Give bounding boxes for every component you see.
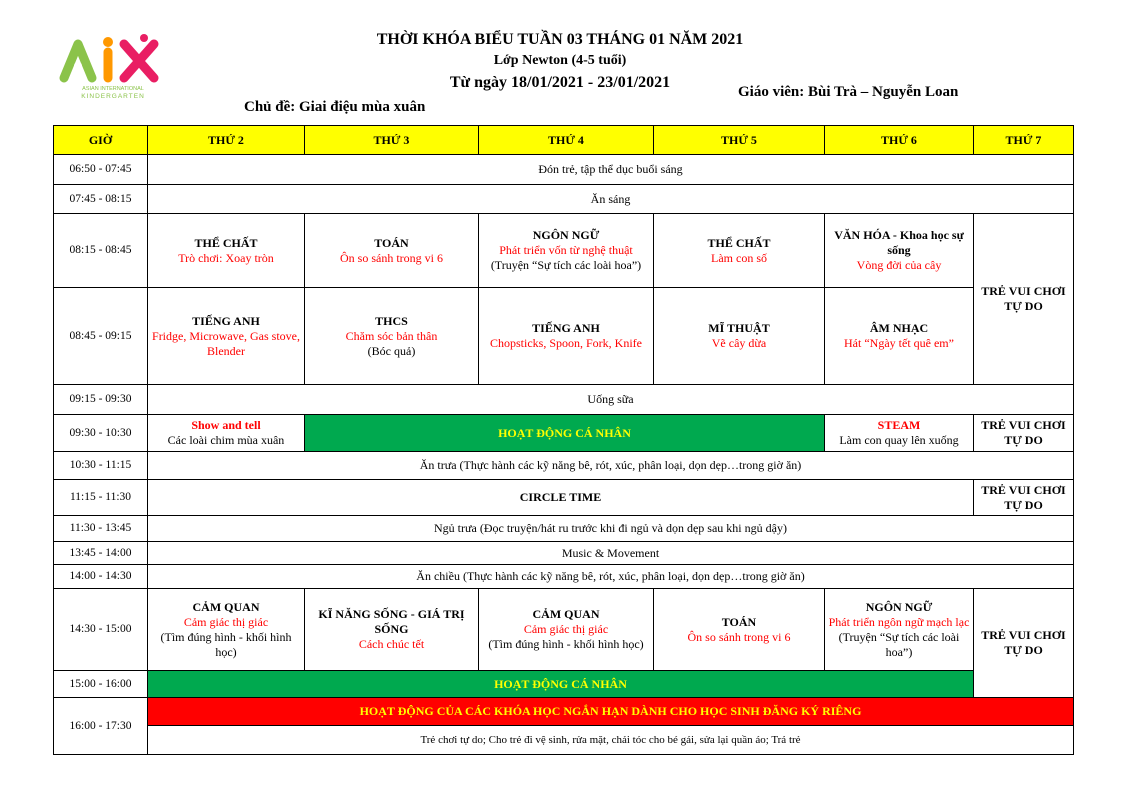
theme-label: Chủ đề: Giai điệu mùa xuân bbox=[244, 99, 426, 115]
table-row bbox=[54, 452, 1074, 480]
subject-detail: Fridge, Microwave, Gas stove, Blender bbox=[152, 328, 300, 358]
subject-detail: Ôn so sánh trong vi 6 bbox=[340, 250, 443, 265]
subject-detail: Vẽ cây dừa bbox=[711, 336, 767, 350]
subject-title: TIẾNG ANH bbox=[192, 313, 260, 328]
activity-cell bbox=[825, 214, 974, 288]
teacher-names: Giáo viên: Bùi Trà – Nguyễn Loan bbox=[738, 84, 959, 100]
activity-cell: Trẻ chơi tự do; Cho trẻ đi vệ sinh, rửa mặt, chải tóc cho bé gái, sửa lại quần áo; Trả trẻ bbox=[148, 726, 1074, 755]
table-row bbox=[54, 185, 1074, 214]
subject-title: THỂ CHẤT bbox=[194, 235, 258, 250]
page-title: THỜI KHÓA BIỂU TUẦN 03 THÁNG 01 NĂM 2021 bbox=[376, 31, 744, 48]
activity-cell bbox=[654, 589, 825, 671]
col-header-tue: THỨ 3 bbox=[305, 126, 479, 155]
table-row bbox=[54, 726, 1074, 755]
activity-cell bbox=[148, 589, 305, 671]
aik-logo bbox=[58, 34, 168, 104]
subject-title: KĨ NĂNG SỐNG - GIÁ TRỊ SỐNG bbox=[318, 607, 465, 636]
time-cell: 10:30 - 11:15 bbox=[54, 452, 148, 480]
subject-detail: Trò chơi: Xoay tròn bbox=[178, 250, 274, 265]
subject-title: CẢM QUAN bbox=[192, 599, 260, 614]
time-cell: 13:45 - 14:00 bbox=[54, 542, 148, 565]
logo-subtitle-1: ASIAN INTERNATIONAL bbox=[82, 86, 144, 92]
table-row bbox=[54, 385, 1074, 415]
col-header-thu: THỨ 5 bbox=[654, 126, 825, 155]
logo-subtitle-2: KINDERGARTEN bbox=[81, 93, 145, 100]
subject-title: MĨ THUẬT bbox=[708, 321, 770, 335]
subject-detail: Làm con số bbox=[711, 250, 767, 265]
individual-activity-cell: HOẠT ĐỘNG CÁ NHÂN bbox=[148, 671, 974, 698]
activity-cell: Đón trẻ, tập thể dục buổi sáng bbox=[148, 155, 1074, 185]
subject-note: (Tìm đúng hình - khối hình học) bbox=[488, 637, 644, 651]
subject-title: VĂN HÓA - Khoa học sự sống bbox=[834, 228, 964, 257]
subject-note: (Tìm đúng hình - khối hình học) bbox=[160, 629, 292, 659]
subject-title: THCS bbox=[375, 313, 408, 328]
subject-note: (Bóc quả) bbox=[367, 343, 416, 358]
table-row bbox=[54, 589, 1074, 671]
activity-cell bbox=[148, 288, 305, 385]
table-row bbox=[54, 155, 1074, 185]
time-cell: 09:30 - 10:30 bbox=[54, 415, 148, 452]
subject-detail: Cảm giác thị giác bbox=[183, 614, 269, 629]
short-course-cell: HOẠT ĐỘNG CỦA CÁC KHÓA HỌC NGẮN HẠN DÀNH CHO HỌC SINH ĐĂNG KÝ RIÊNG bbox=[148, 698, 1074, 726]
activity-cell bbox=[654, 214, 825, 288]
subject-note: Làm con quay lên xuống bbox=[839, 433, 959, 447]
time-cell: 09:15 - 09:30 bbox=[54, 385, 148, 415]
subject-detail: Vòng đời của cây bbox=[856, 258, 942, 272]
subject-title: Show and tell bbox=[191, 418, 261, 432]
subject-title: THỂ CHẤT bbox=[707, 235, 771, 250]
time-cell: 16:00 - 17:30 bbox=[54, 698, 148, 755]
activity-cell: CIRCLE TIME bbox=[148, 480, 974, 516]
date-range: Từ ngày 18/01/2021 - 23/01/2021 bbox=[449, 74, 671, 91]
time-cell: 14:30 - 15:00 bbox=[54, 589, 148, 671]
logo-letters-icon bbox=[64, 34, 154, 78]
subject-title: ÂM NHẠC bbox=[869, 321, 929, 335]
table-row bbox=[54, 516, 1074, 542]
subject-detail: Ôn so sánh trong vi 6 bbox=[687, 629, 791, 644]
activity-cell bbox=[825, 415, 974, 452]
activity-cell bbox=[305, 288, 479, 385]
subject-detail: Chopsticks, Spoon, Fork, Knife bbox=[489, 336, 642, 350]
table-row bbox=[54, 671, 1074, 698]
col-header-wed: THỨ 4 bbox=[479, 126, 654, 155]
subject-note: Các loài chim mùa xuân bbox=[167, 433, 285, 447]
table-row bbox=[54, 214, 1074, 288]
activity-cell bbox=[825, 589, 974, 671]
subject-detail: Cảm giác thị giác bbox=[523, 622, 609, 636]
subject-note: (Truyện “Sự tích các loài hoa”) bbox=[838, 629, 960, 659]
free-play-cell: TRẺ VUI CHƠI TỰ DO bbox=[974, 589, 1074, 698]
table-row bbox=[54, 542, 1074, 565]
col-header-fri: THỨ 6 bbox=[825, 126, 974, 155]
subject-title: TOÁN bbox=[374, 235, 409, 250]
activity-cell bbox=[305, 214, 479, 288]
activity-cell: Ăn sáng bbox=[148, 185, 1074, 214]
activity-cell bbox=[654, 288, 825, 385]
activity-cell: Uống sữa bbox=[148, 385, 1074, 415]
subject-detail: Phát triển ngôn ngữ mạch lạc bbox=[828, 614, 970, 629]
subject-detail: Cách chúc tết bbox=[358, 637, 425, 651]
subject-title: NGÔN NGỮ bbox=[865, 599, 933, 614]
table-row bbox=[54, 565, 1074, 589]
free-play-cell: TRẺ VUI CHƠI TỰ DO bbox=[974, 480, 1074, 516]
time-cell: 08:15 - 08:45 bbox=[54, 214, 148, 288]
subject-title: TOÁN bbox=[721, 614, 757, 629]
time-cell: 07:45 - 08:15 bbox=[54, 185, 148, 214]
subject-note: (Truyện “Sự tích các loài hoa”) bbox=[490, 258, 642, 272]
table-row bbox=[54, 698, 1074, 726]
col-header-sat: THỨ 7 bbox=[974, 126, 1074, 155]
activity-cell bbox=[479, 288, 654, 385]
free-play-cell: TRẺ VUI CHƠI TỰ DO bbox=[974, 415, 1074, 452]
time-cell: 06:50 - 07:45 bbox=[54, 155, 148, 185]
subject-detail: Chăm sóc bản thân bbox=[345, 328, 438, 343]
table-row bbox=[54, 415, 1074, 452]
col-header-time: GIỜ bbox=[54, 126, 148, 155]
activity-cell: Ngủ trưa (Đọc truyện/hát ru trước khi đi ngủ và dọn dẹp sau khi ngủ dậy) bbox=[148, 516, 1074, 542]
activity-cell: Music & Movement bbox=[148, 542, 1074, 565]
col-header-mon: THỨ 2 bbox=[148, 126, 305, 155]
individual-activity-cell: HOẠT ĐỘNG CÁ NHÂN bbox=[305, 415, 825, 452]
table-row bbox=[54, 288, 1074, 385]
subject-title: TIẾNG ANH bbox=[532, 321, 600, 335]
activity-cell bbox=[825, 288, 974, 385]
subject-title: STEAM bbox=[877, 418, 921, 432]
activity-cell: Ăn trưa (Thực hành các kỹ năng bê, rót, xúc, phân loại, dọn dẹp…trong giờ ăn) bbox=[148, 452, 1074, 480]
subject-detail: Phát triển vốn từ nghệ thuật bbox=[499, 243, 633, 257]
class-name: Lớp Newton (4-5 tuổi) bbox=[493, 53, 627, 68]
time-cell: 08:45 - 09:15 bbox=[54, 288, 148, 385]
activity-cell: Ăn chiều (Thực hành các kỹ năng bê, rót, xúc, phân loại, dọn dẹp…trong giờ ăn) bbox=[148, 565, 1074, 589]
header-row bbox=[54, 126, 1074, 155]
subject-title: NGÔN NGỮ bbox=[532, 228, 600, 242]
time-cell: 14:00 - 14:30 bbox=[54, 565, 148, 589]
table-row bbox=[54, 480, 1074, 516]
time-cell: 11:30 - 13:45 bbox=[54, 516, 148, 542]
free-play-cell: TRẺ VUI CHƠI TỰ DO bbox=[974, 214, 1074, 385]
activity-cell bbox=[305, 589, 479, 671]
timetable bbox=[53, 125, 1074, 755]
activity-cell bbox=[148, 214, 305, 288]
activity-cell bbox=[479, 589, 654, 671]
activity-cell bbox=[148, 415, 305, 452]
subject-detail: Hát “Ngày tết quê em” bbox=[844, 336, 954, 350]
subject-title: CẢM QUAN bbox=[532, 607, 600, 621]
activity-cell bbox=[479, 214, 654, 288]
time-cell: 15:00 - 16:00 bbox=[54, 671, 148, 698]
time-cell: 11:15 - 11:30 bbox=[54, 480, 148, 516]
